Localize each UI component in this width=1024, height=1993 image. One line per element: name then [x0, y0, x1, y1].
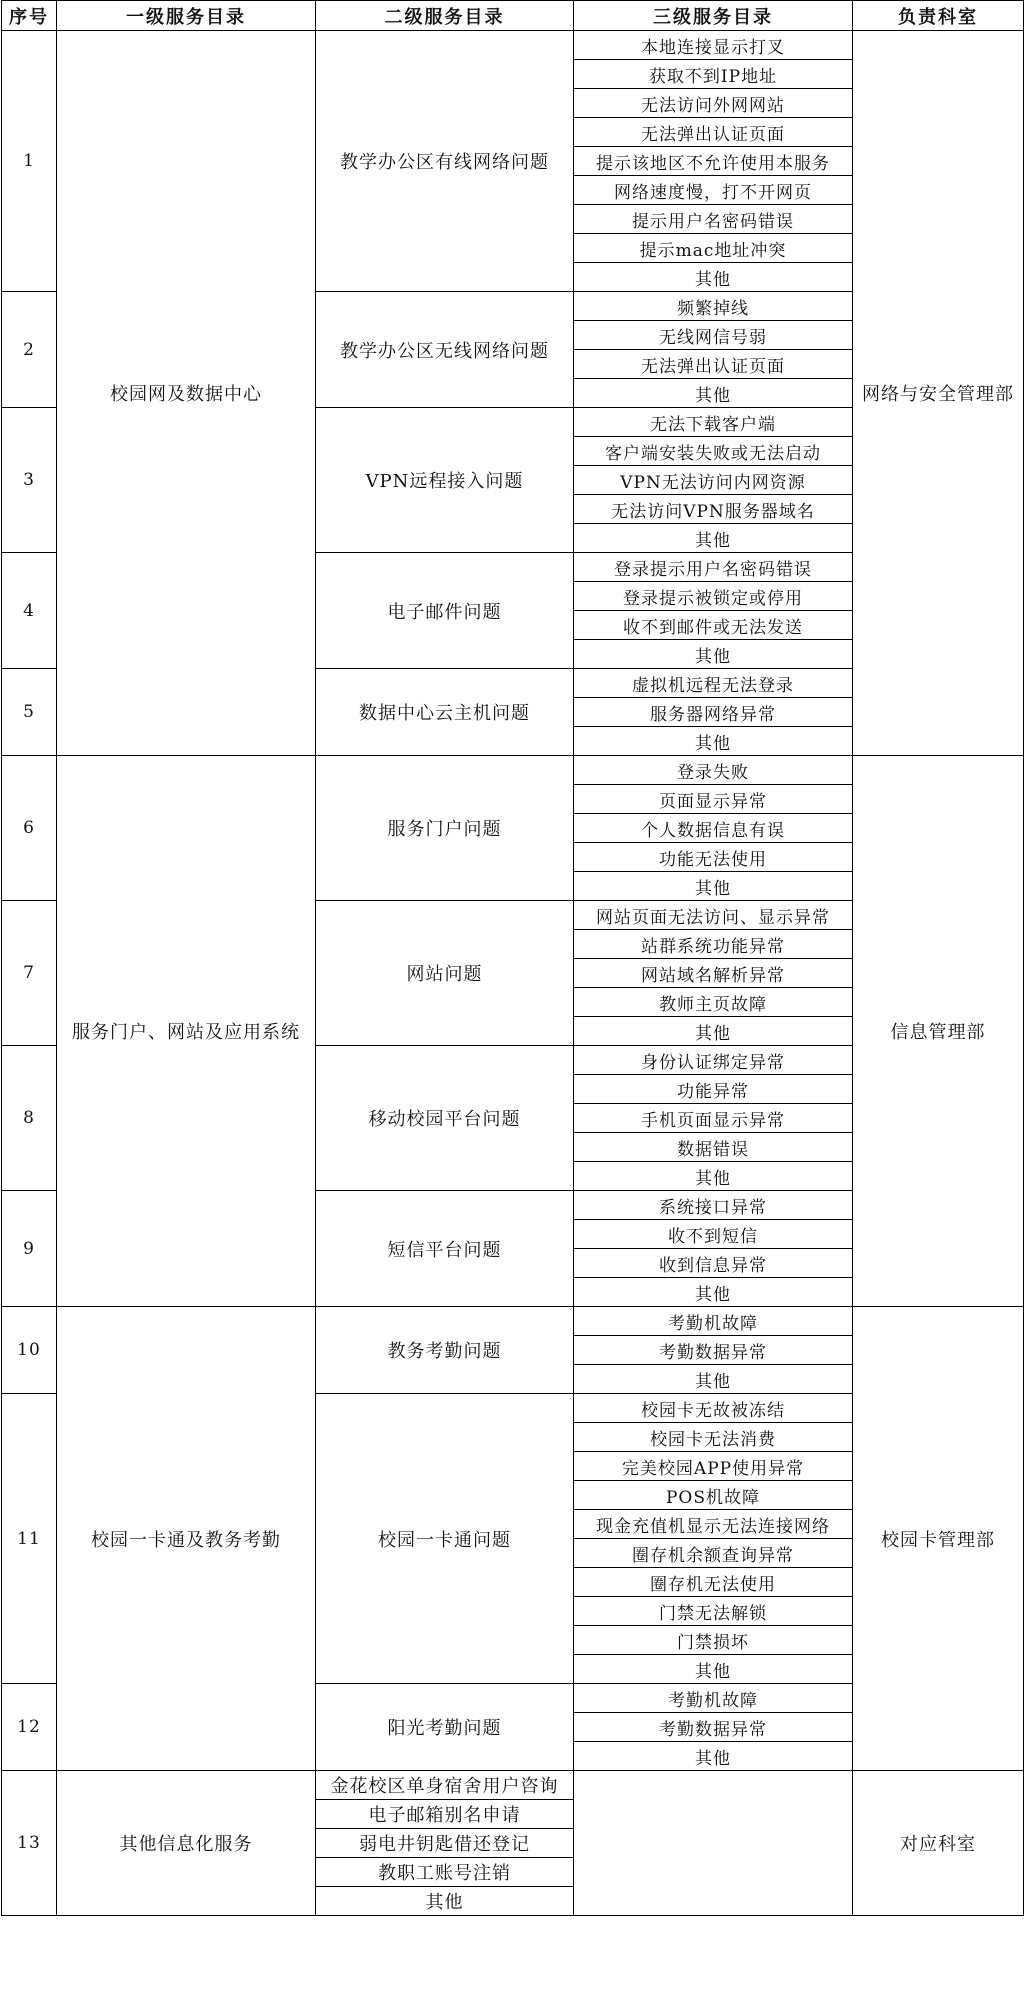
level3-item: 门禁无法解锁 [574, 1597, 853, 1626]
header-level3: 三级服务目录 [574, 1, 853, 31]
level3-item: 完美校园APP使用异常 [574, 1452, 853, 1481]
level3-item: POS机故障 [574, 1481, 853, 1510]
level2-category: 校园一卡通问题 [316, 1394, 574, 1684]
level3-item: 网站页面无法访问、显示异常 [574, 901, 853, 930]
level3-item: 虚拟机远程无法登录 [574, 669, 853, 698]
level3-item: 个人数据信息有误 [574, 814, 853, 843]
level3-item: 其他 [574, 379, 853, 408]
row-index: 8 [2, 1046, 57, 1191]
level3-item: 其他 [574, 263, 853, 292]
level3-item: 无法访问VPN服务器域名 [574, 495, 853, 524]
level3-item: 教师主页故障 [574, 988, 853, 1017]
level3-item: 其他 [574, 1742, 853, 1771]
level3-item: 提示用户名密码错误 [574, 205, 853, 234]
header-index: 序号 [2, 1, 57, 31]
row-index: 1 [2, 31, 57, 292]
level3-item: 功能无法使用 [574, 843, 853, 872]
level3-item: 无法弹出认证页面 [574, 350, 853, 379]
table-row [2, 1307, 1024, 1336]
level3-item: 考勤数据异常 [574, 1336, 853, 1365]
level3-item: 收到信息异常 [574, 1249, 853, 1278]
header-level2: 二级服务目录 [316, 1, 574, 31]
header-department: 负责科室 [853, 1, 1024, 31]
table-row [2, 756, 1024, 785]
level1-category: 服务门户、网站及应用系统 [57, 756, 316, 1307]
level3-item: 网站域名解析异常 [574, 959, 853, 988]
row-index: 7 [2, 901, 57, 1046]
level3-item: 圈存机余额查询异常 [574, 1539, 853, 1568]
level2-item: 教职工账号注销 [316, 1858, 574, 1887]
responsible-department: 校园卡管理部 [853, 1307, 1024, 1771]
level3-item: 考勤机故障 [574, 1307, 853, 1336]
level3-item: 其他 [574, 727, 853, 756]
responsible-department: 网络与安全管理部 [853, 31, 1024, 756]
level2-category: 服务门户问题 [316, 756, 574, 901]
level3-item: 页面显示异常 [574, 785, 853, 814]
level2-category: VPN远程接入问题 [316, 408, 574, 553]
level2-category: 数据中心云主机问题 [316, 669, 574, 756]
level3-item: 其他 [574, 1655, 853, 1684]
level2-category: 移动校园平台问题 [316, 1046, 574, 1191]
level2-category: 电子邮件问题 [316, 553, 574, 669]
service-catalog-table [1, 0, 1024, 1916]
level3-item: 提示该地区不允许使用本服务 [574, 147, 853, 176]
level3-item: 其他 [574, 1278, 853, 1307]
row-index: 5 [2, 669, 57, 756]
level1-category: 其他信息化服务 [57, 1771, 316, 1916]
level2-item: 金花校区单身宿舍用户咨询 [316, 1771, 574, 1800]
level3-item: 频繁掉线 [574, 292, 853, 321]
level3-item: 收不到短信 [574, 1220, 853, 1249]
level3-item: 登录提示用户名密码错误 [574, 553, 853, 582]
level3-item: 功能异常 [574, 1075, 853, 1104]
level3-item: 其他 [574, 640, 853, 669]
level3-item: 系统接口异常 [574, 1191, 853, 1220]
table-row [2, 1771, 1024, 1800]
header-row [2, 1, 1024, 31]
level3-item: 考勤机故障 [574, 1684, 853, 1713]
row-index: 9 [2, 1191, 57, 1307]
row-index: 13 [2, 1771, 57, 1916]
responsible-department: 信息管理部 [853, 756, 1024, 1307]
catalog-body [2, 31, 1024, 1916]
level3-item: 登录提示被锁定或停用 [574, 582, 853, 611]
row-index: 12 [2, 1684, 57, 1771]
level3-item: 无法访问外网网站 [574, 89, 853, 118]
row-index: 4 [2, 553, 57, 669]
level3-item: 网络速度慢，打不开网页 [574, 176, 853, 205]
level3-item: 校园卡无法消费 [574, 1423, 853, 1452]
level2-category: 短信平台问题 [316, 1191, 574, 1307]
level3-item: 考勤数据异常 [574, 1713, 853, 1742]
row-index: 2 [2, 292, 57, 408]
row-index: 3 [2, 408, 57, 553]
row-index: 6 [2, 756, 57, 901]
level3-item: 无法弹出认证页面 [574, 118, 853, 147]
level3-item: 登录失败 [574, 756, 853, 785]
level2-category: 阳光考勤问题 [316, 1684, 574, 1771]
level2-item: 其他 [316, 1887, 574, 1916]
level3-item: 现金充值机显示无法连接网络 [574, 1510, 853, 1539]
level3-item: 其他 [574, 1365, 853, 1394]
level3-item: VPN无法访问内网资源 [574, 466, 853, 495]
level3-item: 其他 [574, 1162, 853, 1191]
responsible-department: 对应科室 [853, 1771, 1024, 1916]
level2-item: 电子邮箱别名申请 [316, 1800, 574, 1829]
level3-item: 收不到邮件或无法发送 [574, 611, 853, 640]
level3-item: 站群系统功能异常 [574, 930, 853, 959]
level3-item: 数据错误 [574, 1133, 853, 1162]
header-level1: 一级服务目录 [57, 1, 316, 31]
row-index: 11 [2, 1394, 57, 1684]
level3-item: 手机页面显示异常 [574, 1104, 853, 1133]
level3-empty [574, 1771, 853, 1916]
level3-item: 圈存机无法使用 [574, 1568, 853, 1597]
level2-category: 教学办公区有线网络问题 [316, 31, 574, 292]
level2-item: 弱电井钥匙借还登记 [316, 1829, 574, 1858]
level1-category: 校园网及数据中心 [57, 31, 316, 756]
level3-item: 门禁损坏 [574, 1626, 853, 1655]
level3-item: 校园卡无故被冻结 [574, 1394, 853, 1423]
level2-category: 教学办公区无线网络问题 [316, 292, 574, 408]
level3-item: 身份认证绑定异常 [574, 1046, 853, 1075]
level3-item: 其他 [574, 524, 853, 553]
level3-item: 服务器网络异常 [574, 698, 853, 727]
level3-item: 本地连接显示打叉 [574, 31, 853, 60]
level3-item: 获取不到IP地址 [574, 60, 853, 89]
level3-item: 其他 [574, 1017, 853, 1046]
level2-category: 教务考勤问题 [316, 1307, 574, 1394]
level2-category: 网站问题 [316, 901, 574, 1046]
level3-item: 客户端安装失败或无法启动 [574, 437, 853, 466]
level3-item: 其他 [574, 872, 853, 901]
table-row [2, 31, 1024, 60]
level3-item: 提示mac地址冲突 [574, 234, 853, 263]
level1-category: 校园一卡通及教务考勤 [57, 1307, 316, 1771]
level3-item: 无线网信号弱 [574, 321, 853, 350]
row-index: 10 [2, 1307, 57, 1394]
level3-item: 无法下载客户端 [574, 408, 853, 437]
